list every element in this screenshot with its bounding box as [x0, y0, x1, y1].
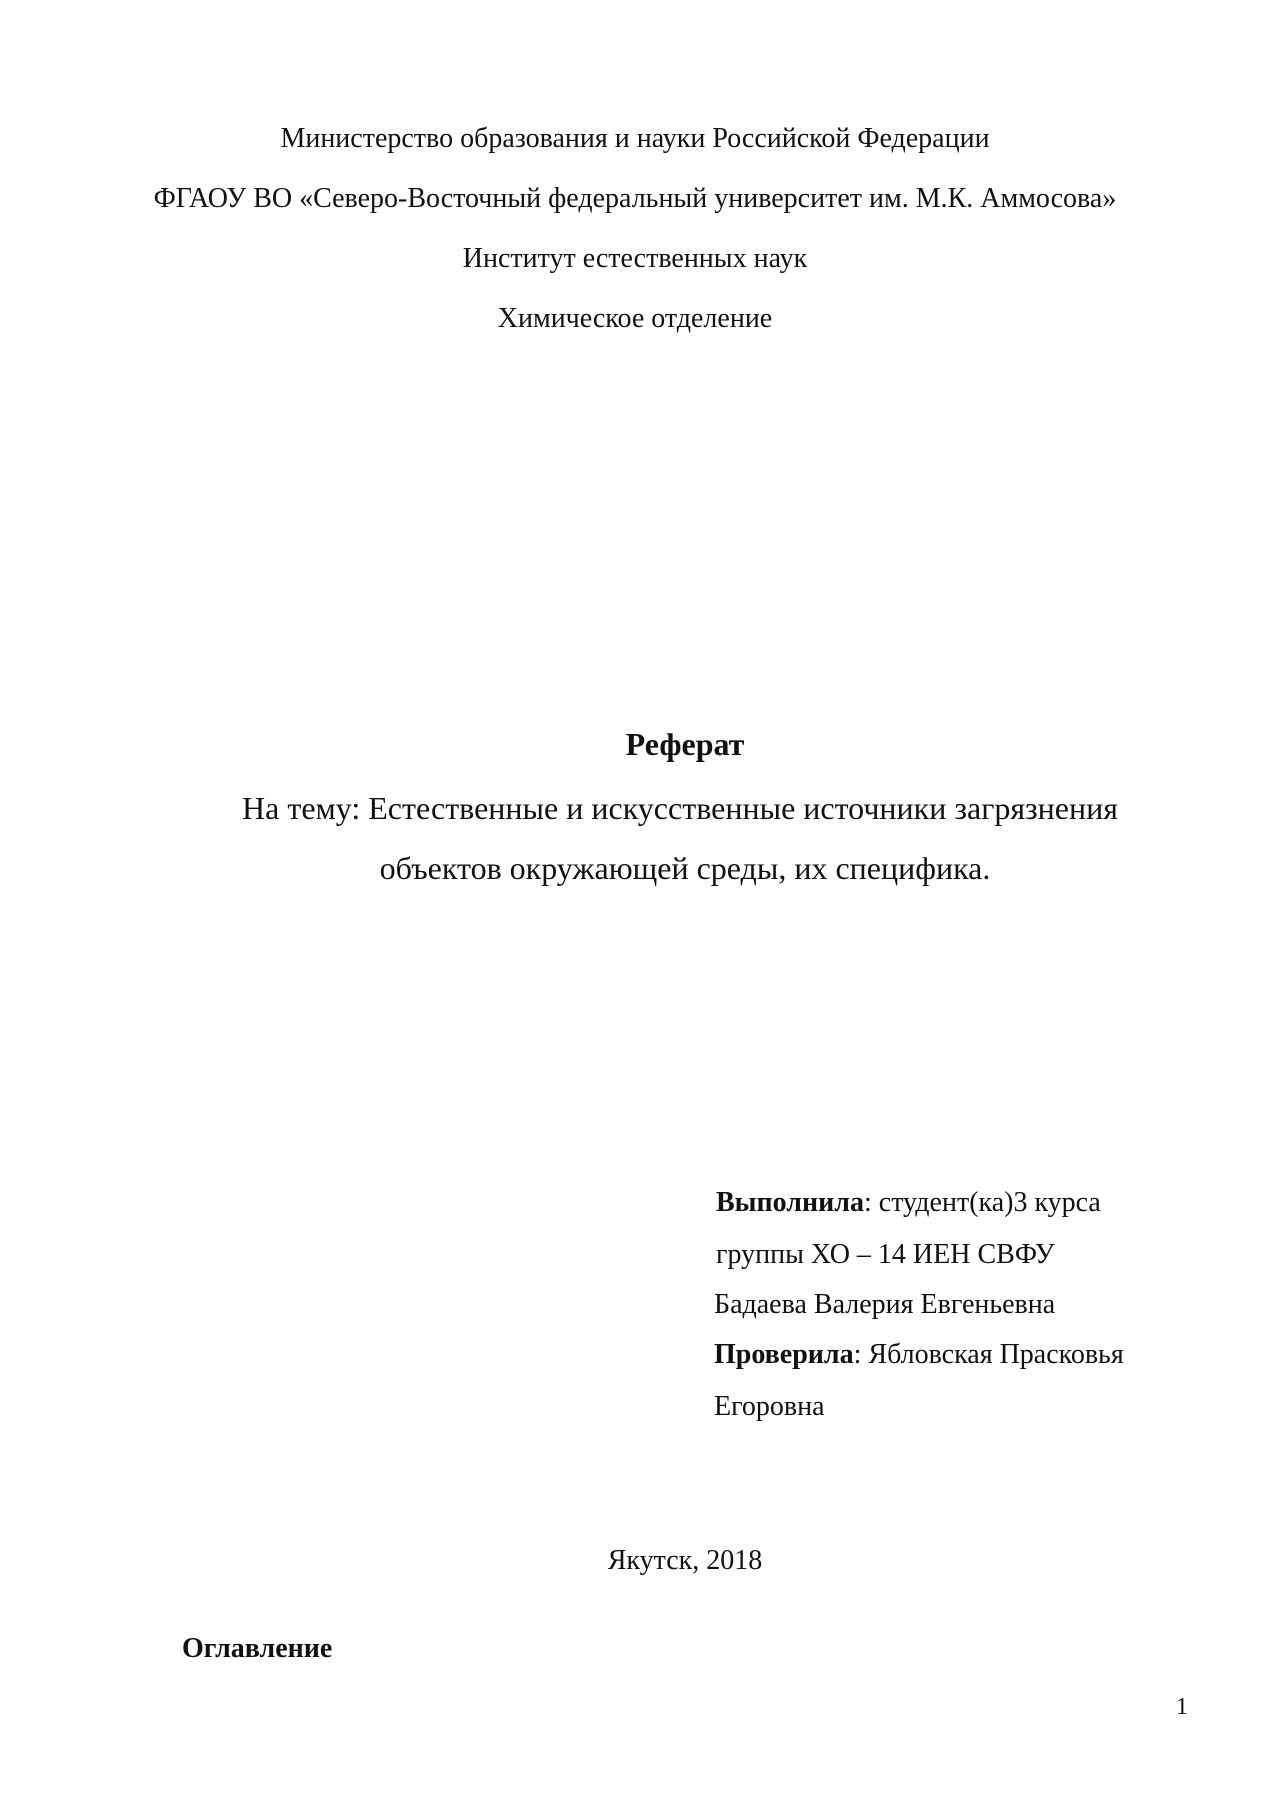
- city-year-line: Якутск, 2018: [607, 1545, 763, 1576]
- university-line: ФГАОУ ВО «Северо-Восточный федеральный университет им. М.К. Аммосова»: [153, 183, 1117, 214]
- institute-line: Институт естественных наук: [462, 243, 808, 274]
- checked-by-line: [714, 1338, 1124, 1372]
- student-name-line: Бадаева Валерия Евгеньевна: [714, 1289, 1056, 1320]
- checked-by-label: Проверила: [714, 1339, 854, 1370]
- performed-by-line: [716, 1186, 1101, 1220]
- page-number: 1: [1176, 1694, 1188, 1720]
- topic-line-1: На тему: Естественные и искусственные источники загрязнения: [242, 790, 1118, 826]
- ministry-line: Министерство образования и науки Российской Федерации: [280, 123, 990, 154]
- toc-heading: Оглавление: [182, 1633, 333, 1664]
- checked-by-text: : Ябловская Прасковья: [853, 1339, 1124, 1370]
- performed-by-label: Выполнила: [716, 1187, 864, 1218]
- checker-name-line: Егоровна: [714, 1391, 825, 1422]
- document-type-title: Реферат: [625, 726, 745, 762]
- department-line: Химическое отделение: [497, 303, 773, 334]
- group-line: группы ХО – 14 ИЕН СВФУ: [716, 1239, 1055, 1270]
- topic-line-2: объектов окружающей среды, их специфика.: [379, 850, 991, 886]
- performed-by-text: : студент(ка)3 курса: [863, 1187, 1101, 1218]
